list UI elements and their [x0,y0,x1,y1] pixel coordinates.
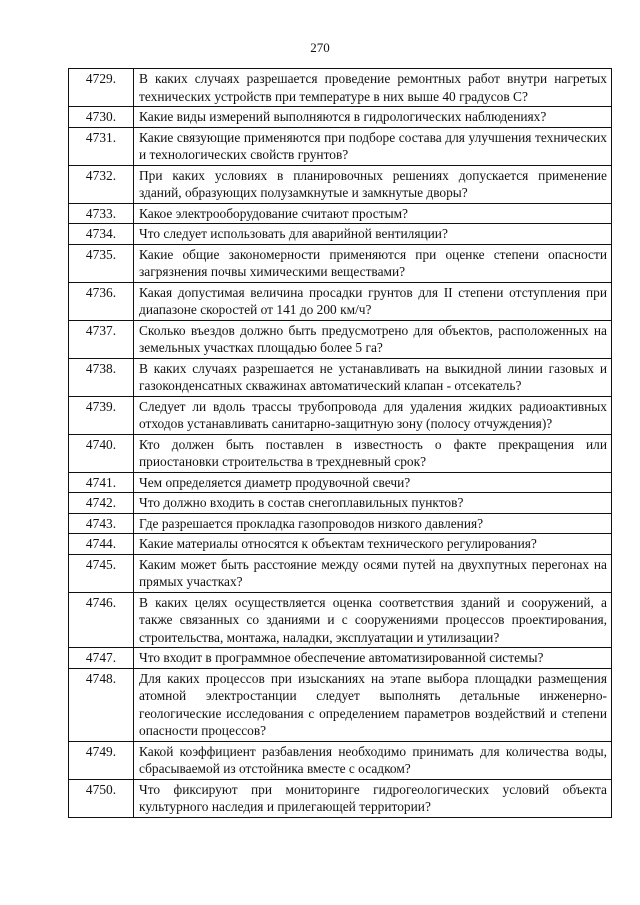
question-text: Какой коэффициент разбавления необходимо принимать для количества воды, сбрасываемой из отстойника вместе с осадком? [134,741,612,779]
question-row [69,107,612,128]
question-number: 4746. [69,592,134,648]
question-text: Какие связующие применяются при подборе состава для улучшения технических и технологических свойств грунтов? [134,127,612,165]
question-number: 4739. [69,396,134,434]
question-row [69,668,612,741]
question-row [69,244,612,282]
question-row [69,127,612,165]
question-row [69,358,612,396]
question-row [69,513,612,534]
question-row [69,69,612,107]
question-number: 4738. [69,358,134,396]
question-row [69,224,612,245]
question-number: 4737. [69,320,134,358]
question-text: Что должно входить в состав снегоплавильных пунктов? [134,493,612,514]
question-text: В каких случаях разрешается проведение ремонтных работ внутри нагретых технических устройств при температуре в них выше 40 градусов С? [134,69,612,107]
question-row [69,282,612,320]
question-number: 4748. [69,668,134,741]
question-number: 4736. [69,282,134,320]
question-text: Какие материалы относятся к объектам технического регулирования? [134,534,612,555]
question-row [69,779,612,817]
question-text: Какая допустимая величина просадки грунтов для II степени отступления при диапазоне скоростей от 141 до 200 км/ч? [134,282,612,320]
question-row [69,472,612,493]
question-number: 4741. [69,472,134,493]
question-text: Какие виды измерений выполняются в гидрологических наблюдениях? [134,107,612,128]
question-row [69,434,612,472]
question-text: Каким может быть расстояние между осями путей на двухпутных перегонах на прямых участках? [134,554,612,592]
question-text: В каких целях осуществляется оценка соответствия зданий и сооружений, а также связанных со зданиями и с сооружениями процессов проектирования, строительства, монтажа, наладки, эксплуатации и утилизации? [134,592,612,648]
question-number: 4732. [69,165,134,203]
question-number: 4730. [69,107,134,128]
question-text: Чем определяется диаметр продувочной свечи? [134,472,612,493]
question-row [69,320,612,358]
question-row [69,203,612,224]
question-number: 4740. [69,434,134,472]
question-text: Какие общие закономерности применяются при оценке степени опасности загрязнения почвы химическими веществами? [134,244,612,282]
question-number: 4734. [69,224,134,245]
questions-table-body [69,69,612,818]
question-number: 4744. [69,534,134,555]
question-row [69,648,612,669]
question-text: Кто должен быть поставлен в известность о факте прекращения или приостановки строительства в трехдневный срок? [134,434,612,472]
question-text: Для каких процессов при изысканиях на этапе выбора площадки размещения атомной электростанции следует выполнять детальные инженерно-геологические исследования с определением параметров воздействий и степени опасности процессов? [134,668,612,741]
question-text: Следует ли вдоль трассы трубопровода для удаления жидких радиоактивных отходов устанавливать санитарно-защитную зону (полосу отчуждения)? [134,396,612,434]
question-number: 4750. [69,779,134,817]
question-number: 4743. [69,513,134,534]
question-row [69,165,612,203]
question-number: 4742. [69,493,134,514]
question-text: При каких условиях в планировочных решениях допускается применение зданий, образующих полузамкнутые и замкнутые дворы? [134,165,612,203]
question-text: В каких случаях разрешается не устанавливать на выкидной линии газовых и газоконденсатных скважинах автоматический клапан - отсекатель? [134,358,612,396]
question-text: Что следует использовать для аварийной вентиляции? [134,224,612,245]
question-row [69,592,612,648]
question-text: Сколько въездов должно быть предусмотрено для объектов, расположенных на земельных участках площадью более 5 га? [134,320,612,358]
questions-table [68,68,612,818]
question-row [69,741,612,779]
question-number: 4747. [69,648,134,669]
question-text: Где разрешается прокладка газопроводов низкого давления? [134,513,612,534]
question-number: 4745. [69,554,134,592]
question-number: 4735. [69,244,134,282]
question-text: Что фиксируют при мониторинге гидрогеологических условий объекта культурного наследия и прилегающей территории? [134,779,612,817]
question-row [69,554,612,592]
question-number: 4733. [69,203,134,224]
question-row [69,534,612,555]
question-text: Какое электрооборудование считают простым? [134,203,612,224]
question-number: 4731. [69,127,134,165]
question-number: 4749. [69,741,134,779]
question-text: Что входит в программное обеспечение автоматизированной системы? [134,648,612,669]
question-row [69,396,612,434]
question-number: 4729. [69,69,134,107]
page-number: 270 [310,40,330,55]
question-row [69,493,612,514]
